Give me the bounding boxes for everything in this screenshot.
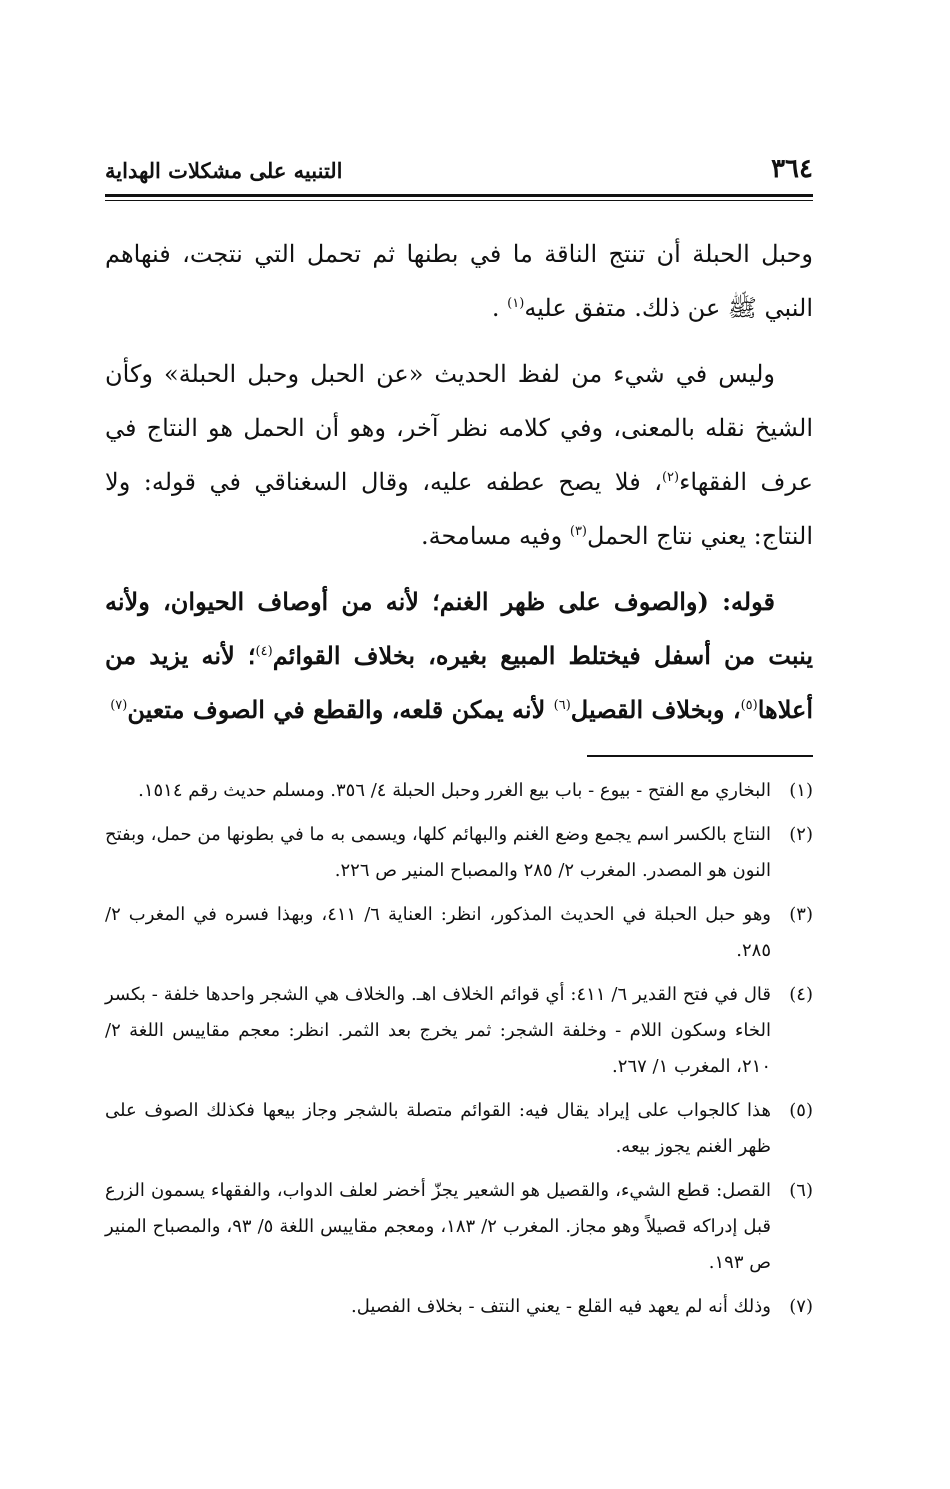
footnote-text: قال في فتح القدير ٦/ ٤١١: أي قوائم الخلاف اهـ. والخلاف هي الشجر واحدها خلفة - بكسر الخاء وسكون اللام - وخلفة الشجر: ثمر يخرج بعد الثمر. انظر: معجم مقاييس اللغة ٢/ ٢١٠، المغرب ١/ ٢٦٧. <box>105 984 771 1077</box>
main-text <box>105 227 813 737</box>
footnote-7 <box>105 1289 813 1325</box>
footnote-ref: (١) <box>507 296 525 311</box>
footnote-number: (٧) <box>789 1296 813 1317</box>
footnote-ref: (٣) <box>569 524 587 539</box>
footnote-2 <box>105 817 813 889</box>
page-number: ٣٦٤ <box>771 154 813 184</box>
footnote-number: (٥) <box>789 1100 813 1121</box>
paragraph-text: قوله: (والصوف على ظهر الغنم؛ لأنه من أوصاف الحيوان، ولأنه ينبت من أسفل فيختلط المبيع بغيره، بخلاف القوائم <box>105 587 814 670</box>
book-title: التنبيه على مشكلات الهداية <box>105 158 343 183</box>
footnote-ref: (٢) <box>661 470 680 485</box>
header-rule-thin <box>105 200 813 201</box>
footnote-ref: (٤) <box>255 644 273 659</box>
paragraph-1 <box>105 227 813 335</box>
footnote-text: القصل: قطع الشيء، والقصيل هو الشعير يجزّ أخضر لعلف الدواب، والفقهاء يسمون الزرع قبل إدراكه قصيلاً وهو مجاز. المغرب ٢/ ١٨٣، ومعجم مقاييس اللغة ٥/ ٩٣، والمصباح المنير ص ١٩٣. <box>105 1180 771 1273</box>
footnote-number: (٢) <box>789 824 813 845</box>
page-header <box>105 150 813 194</box>
footnote-ref: (٦) <box>553 698 571 713</box>
footnote-text: البخاري مع الفتح - بيوع - باب بيع الغرر وحبل الحبلة ٤/ ٣٥٦. ومسلم حديث رقم ١٥١٤. <box>138 780 771 801</box>
footnote-4 <box>105 977 813 1085</box>
footnote-number: (١) <box>789 780 813 801</box>
paragraph-text: ، وبخلاف القصيل <box>570 695 741 724</box>
footnotes <box>105 773 813 1325</box>
footnote-text: هذا كالجواب على إيراد يقال فيه: القوائم متصلة بالشجر وجاز بيعها فكذلك الصوف على ظهر الغنم يجوز بيعه. <box>105 1100 771 1157</box>
paragraph-text: ، فلا يصح عطفه عليه، وقال السغناقي في قوله: ولا النتاج: يعني نتاج الحمل <box>105 468 813 550</box>
footnote-ref: (٥) <box>740 698 758 713</box>
footnote-divider <box>587 755 813 757</box>
footnote-1 <box>105 773 813 809</box>
paragraph-3-quote <box>105 575 813 737</box>
footnote-number: (٤) <box>789 984 813 1005</box>
paragraph-text: ؛ لأنه يزيد من أعلاها <box>105 641 813 724</box>
footnote-text: وذلك أنه لم يعهد فيه القلع - يعني النتف - بخلاف الفصيل. <box>351 1296 771 1317</box>
footnote-text: النتاج بالكسر اسم يجمع وضع الغنم والبهائم كلها، ويسمى به ما في بطونها من حمل، وبفتح النون هو المصدر. المغرب ٢/ ٢٨٥ والمصباح المنير ص ٢٢٦. <box>105 824 771 881</box>
footnote-3 <box>105 897 813 969</box>
paragraph-text: وحبل الحبلة أن تنتج الناقة ما في بطنها ثم تحمل التي نتجت، فنهاهم النبي ﷺ عن ذلك. متفق عليه <box>105 240 813 322</box>
paragraph-text: وفيه مسامحة. <box>421 522 570 550</box>
paragraph-text: وليس في شيء من لفظ الحديث «عن الحبل وحبل الحبلة» وكأن الشيخ نقله بالمعنى، وفي كلامه نظر آخر، وهو أن الحمل هو النتاج في عرف الفقهاء <box>105 360 813 496</box>
footnote-number: (٦) <box>789 1180 813 1201</box>
book-page <box>105 150 813 1333</box>
footnote-5 <box>105 1093 813 1165</box>
footnote-6 <box>105 1173 813 1281</box>
footnote-text: وهو حبل الحبلة في الحديث المذكور، انظر: العناية ٦/ ٤١١، وبهذا فسره في المغرب ٢/ ٢٨٥. <box>105 904 771 961</box>
header-rule-thick <box>105 194 813 197</box>
paragraph-text: . <box>491 294 508 322</box>
paragraph-text: لأنه يمكن قلعه، والقطع في الصوف متعين <box>127 695 554 724</box>
footnote-ref: (٧) <box>110 698 128 713</box>
footnote-number: (٣) <box>789 904 813 925</box>
paragraph-2 <box>105 347 813 563</box>
